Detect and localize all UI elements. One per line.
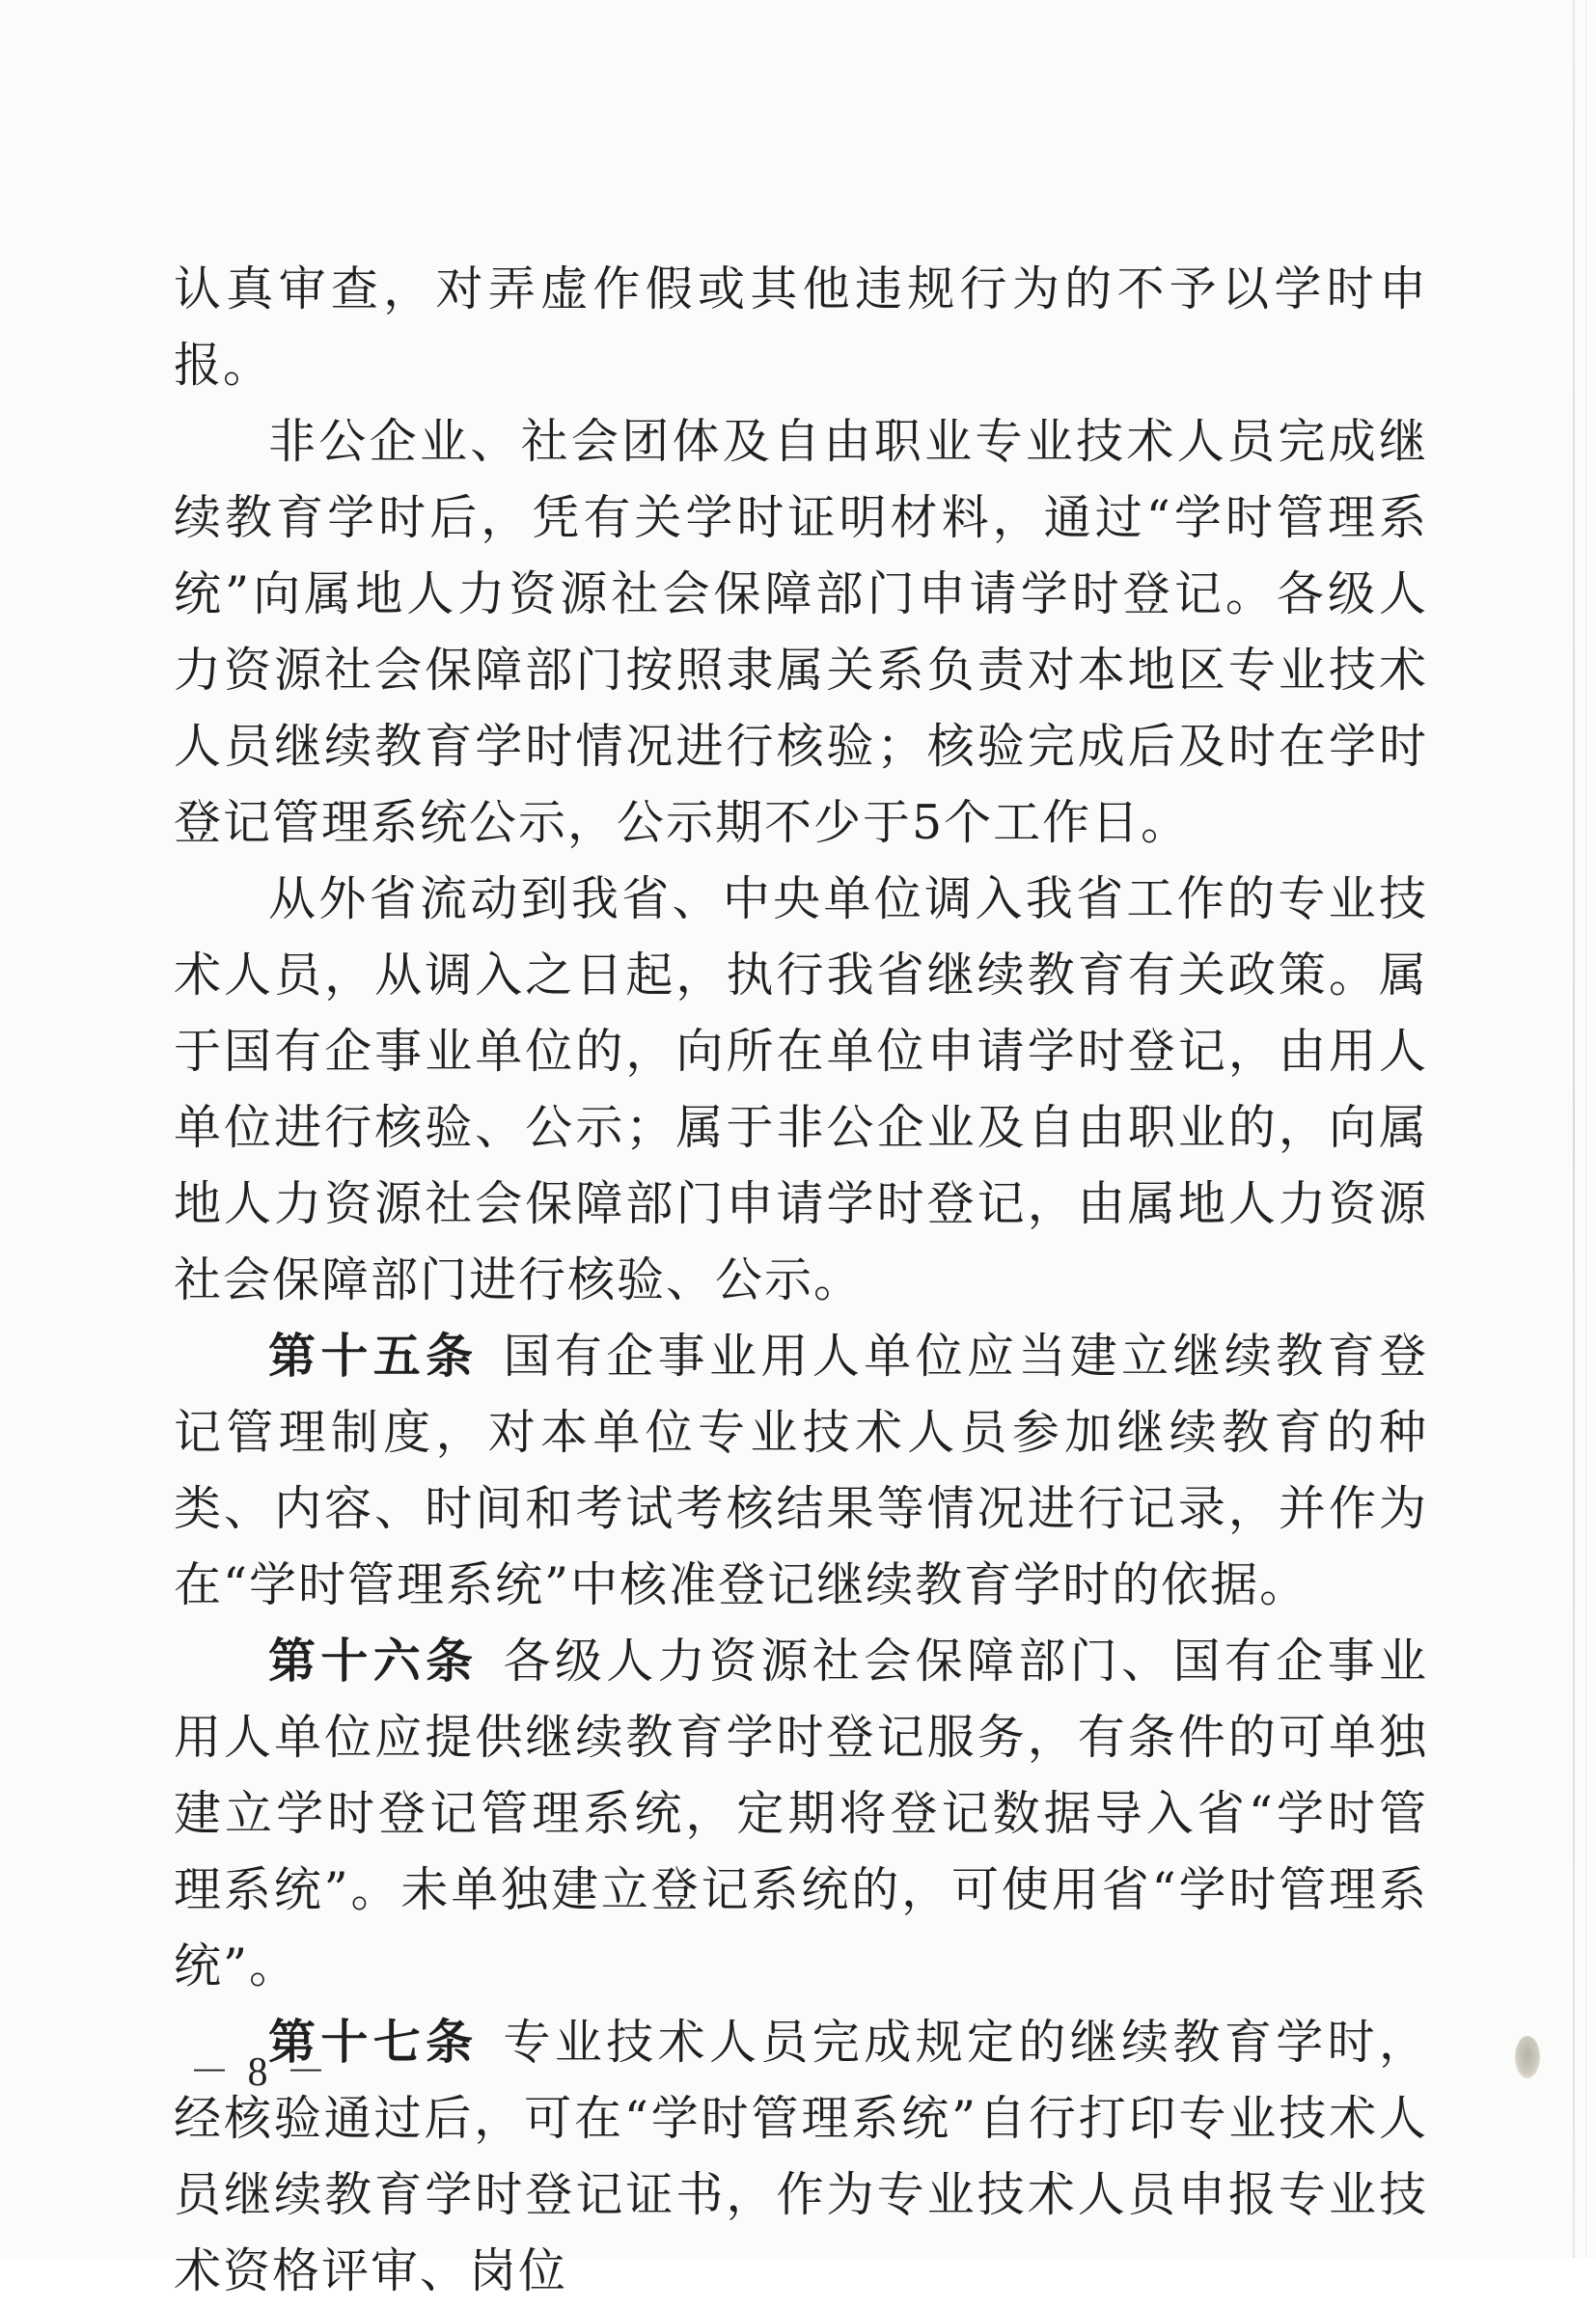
article-text: 国有企事业用人单位应当建立继续教育登记管理制度，对本单位专业技术人员参加继续教育的种类、内容、时间和考试考核结果等情况进行记录，并作为在“学时管理系统”中核准登记继续教育学时的依据。 <box>174 1329 1428 1612</box>
paragraph-text: 认真审查，对弄虚作假或其他违规行为的不予以学时申报。 <box>174 261 1428 393</box>
document-body <box>174 251 1428 2309</box>
paragraph-continuation <box>174 251 1428 403</box>
article-15 <box>174 1318 1428 1623</box>
article-heading: 第十五条 <box>268 1328 479 1384</box>
paragraph-text: 非公企业、社会团体及自由职业专业技术人员完成继续教育学时后，凭有关学时证明材料，通过“学时管理系统”向属地人力资源社会保障部门申请学时登记。各级人力资源社会保障部门按照隶属关系负责对本地区专业技术人员继续教育学时情况进行核验；核验完成后及时在学时登记管理系统公示，公示期不少于5个工作日。 <box>174 414 1428 850</box>
article-heading: 第十六条 <box>268 1633 479 1689</box>
page-stack-edge <box>1573 0 1575 2258</box>
article-17 <box>174 2004 1428 2309</box>
article-16 <box>174 1623 1428 2004</box>
scan-smudge-mark <box>1515 2036 1540 2078</box>
paragraph-registration-nonpublic <box>174 403 1428 861</box>
article-heading: 第十七条 <box>268 2014 479 2070</box>
paragraph-transfer-personnel <box>174 861 1428 1318</box>
article-text: 专业技术人员完成规定的继续教育学时，经核验通过后，可在“学时管理系统”自行打印专业技术人员继续教育学时登记证书，作为专业技术人员申报专业技术资格评审、岗位 <box>174 2015 1428 2298</box>
article-text: 各级人力资源社会保障部门、国有企事业用人单位应提供继续教育学时登记服务，有条件的可单独建立学时登记管理系统，定期将登记数据导入省“学时管理系统”。未单独建立登记系统的，可使用省“学时管理系统”。 <box>174 1634 1428 1993</box>
paragraph-text: 从外省流动到我省、中央单位调入我省工作的专业技术人员，从调入之日起，执行我省继续教育有关政策。属于国有企事业单位的，向所在单位申请学时登记，由用人单位进行核验、公示；属于非公企业及自由职业的，向属地人力资源社会保障部门申请学时登记，由属地人力资源社会保障部门进行核验、公示。 <box>174 871 1428 1307</box>
page-stack-edge-outer <box>1585 0 1586 2258</box>
page-number: － 8 － <box>189 2050 331 2095</box>
